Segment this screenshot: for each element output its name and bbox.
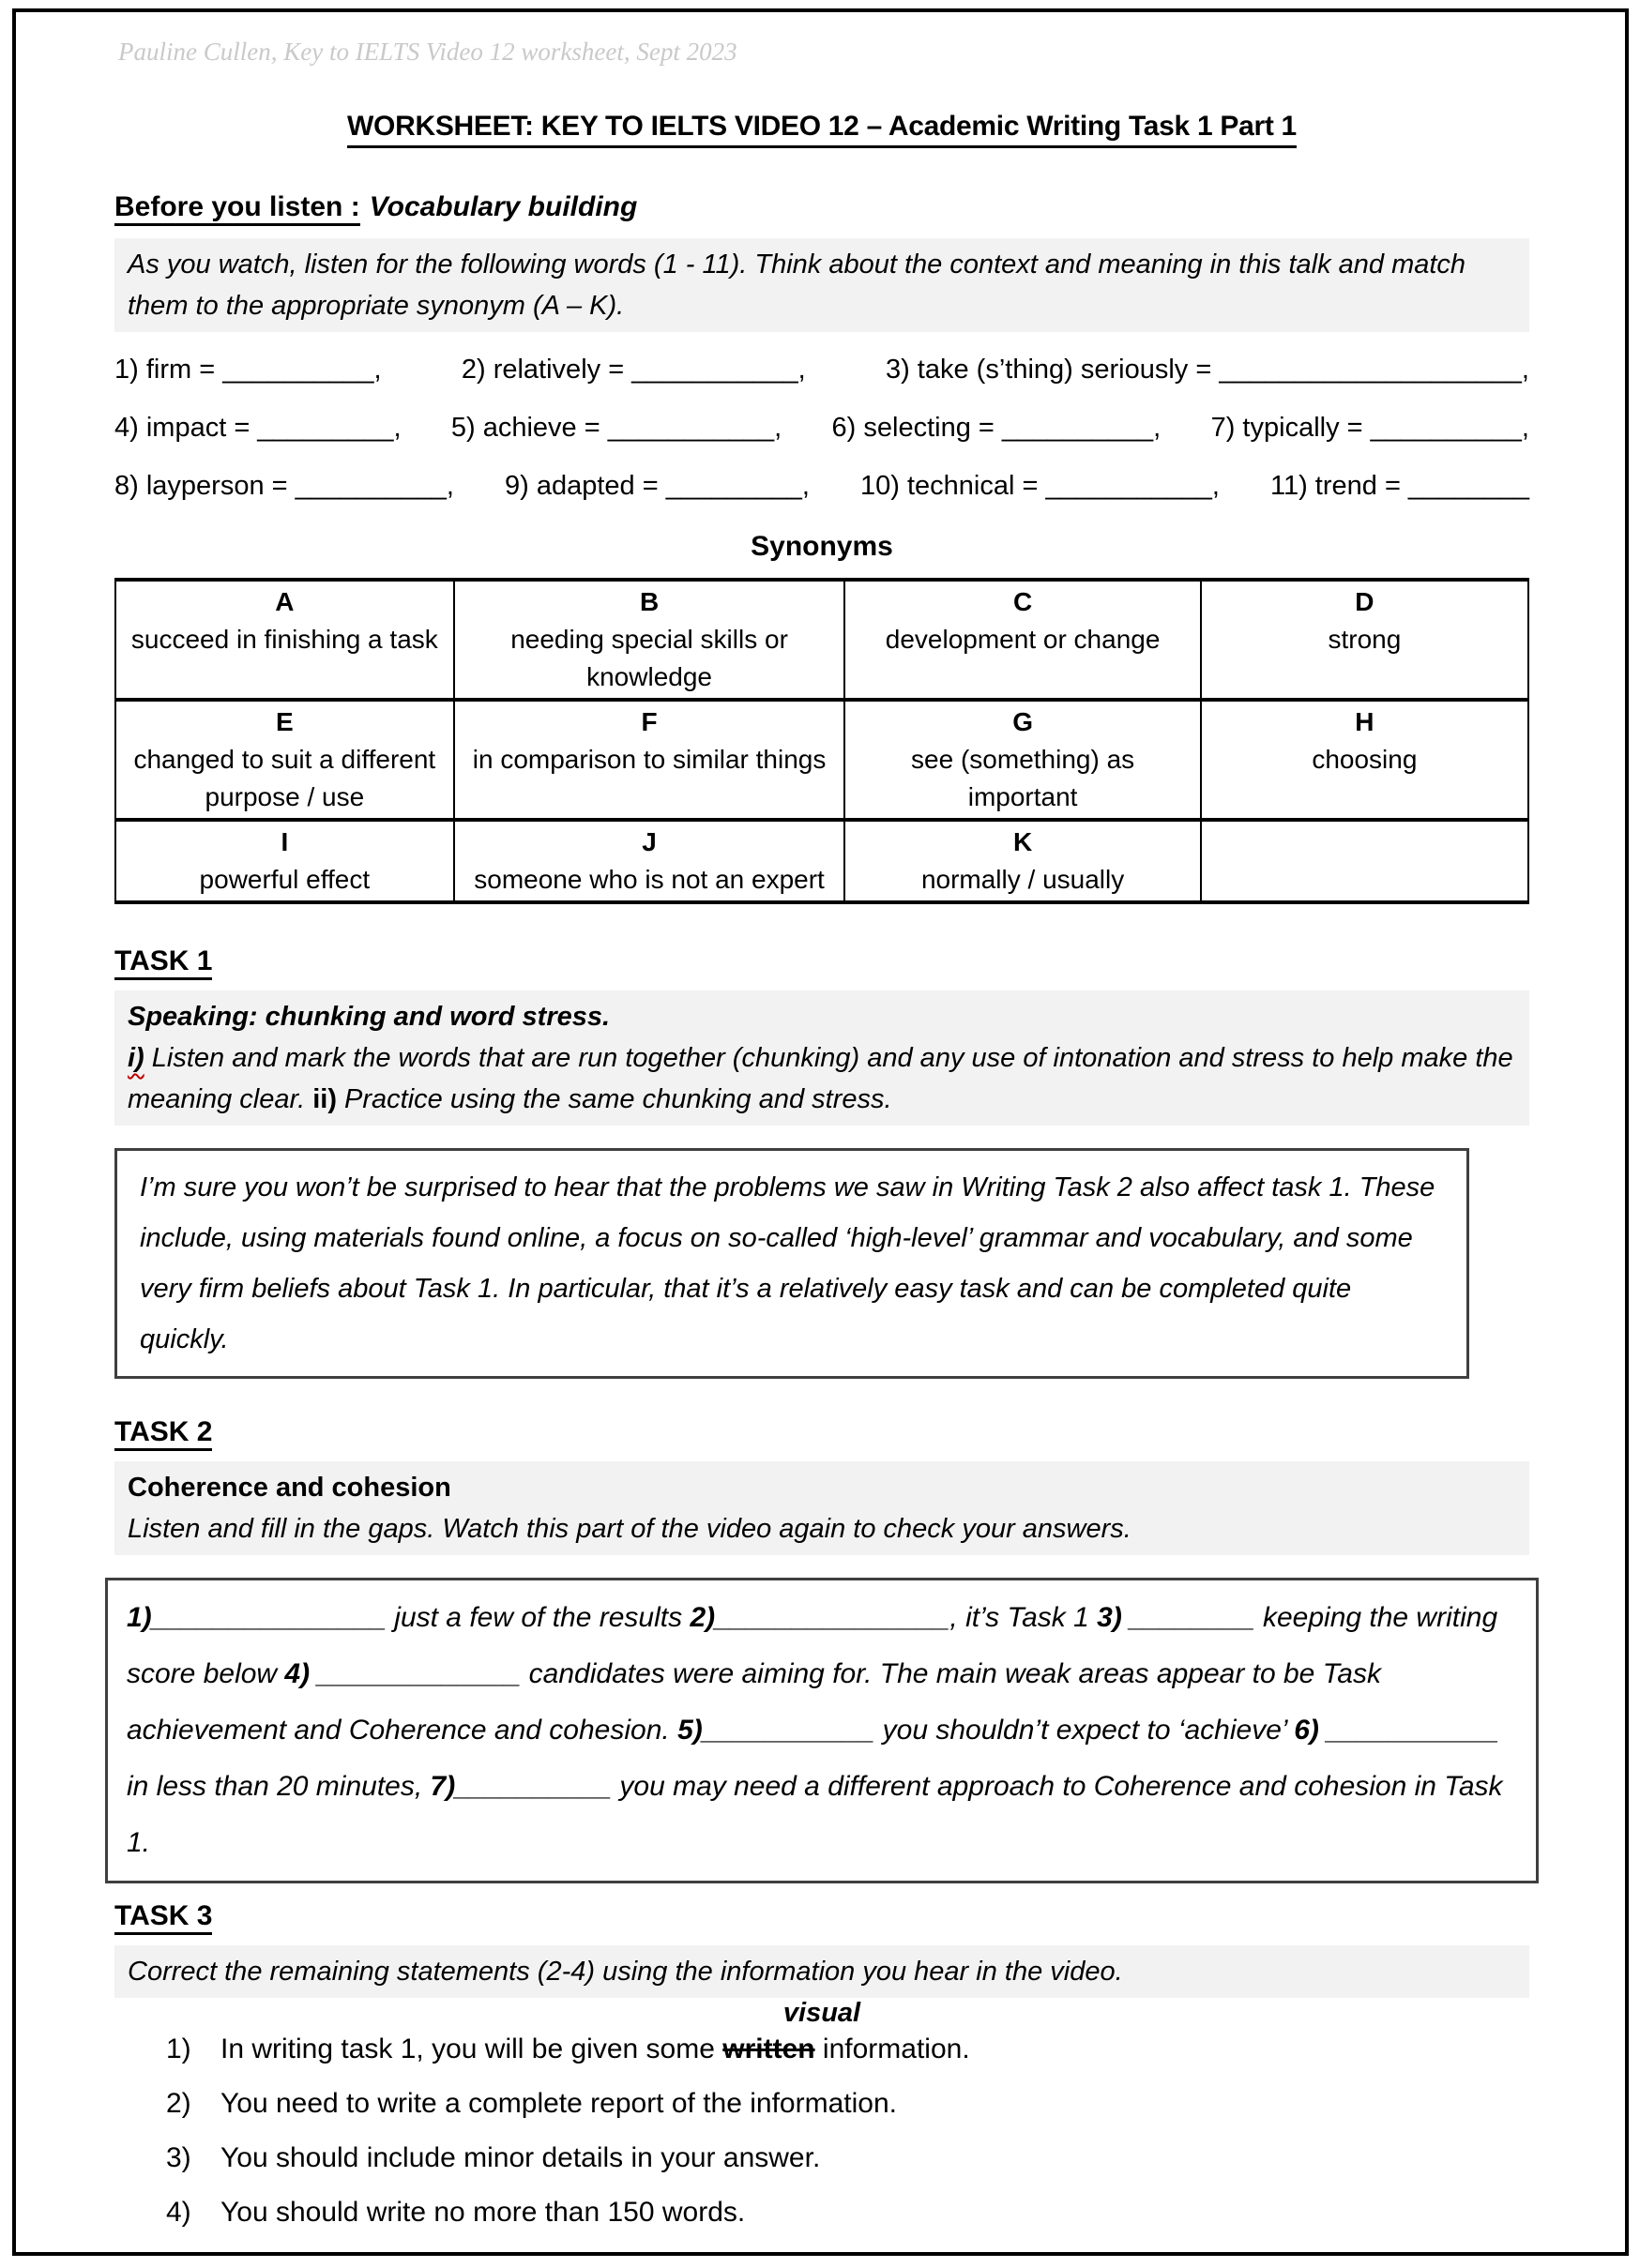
task1-quote-box: I’m sure you won’t be surprised to hear that the problems we saw in Writing Task 2 also affect task 1. These include, using materials found online, a focus on so-called ‘high-level’ grammar and vocabulary, and some very firm beliefs about Task 1. In particular, that it’s a relatively easy task and can be completed quite quickly. (114, 1148, 1469, 1379)
instruction-i-text: Listen and mark the words that are run together (chunking) and any use of intonation and stress to help make the meaning clear. (128, 1043, 1513, 1114)
statement-4-text: You should write no more than 150 words. (220, 2197, 746, 2228)
statement-3-text: You should include minor details in your answer. (220, 2142, 821, 2173)
vocab-item-selecting: 6) selecting = __________, (831, 413, 1162, 443)
synonym-letter-h: H (1355, 707, 1374, 736)
synonym-cell-d (1201, 580, 1528, 700)
synonyms-table (114, 578, 1529, 904)
before-you-listen-heading (114, 191, 1529, 231)
synonym-text-k: normally / usually (920, 865, 1125, 894)
statement-row-3 (166, 2142, 1529, 2178)
synonyms-row-3 (115, 820, 1528, 902)
vocabulary-instruction: As you watch, listen for the following words (1 - 11). Think about the context and meaning in this talk and match them to the appropriate synonym (A – K). (114, 238, 1529, 332)
synonym-cell-k (844, 820, 1200, 902)
synonym-letter-g: G (1012, 707, 1033, 736)
statement-2-number: 2) (166, 2088, 191, 2119)
task1-subheading: Speaking: chunking and word stress. (128, 1002, 611, 1032)
gap-number-5: 5) (677, 1715, 703, 1746)
instruction-i-label: i) (128, 1043, 144, 1073)
gap-number-4: 4) (284, 1658, 311, 1689)
synonym-letter-b: B (639, 587, 660, 616)
task2-instruction-box (114, 1461, 1529, 1555)
gap-number-3: 3) (1097, 1602, 1122, 1633)
gap-number-6: 6) (1294, 1715, 1319, 1746)
task1-instruction-box (114, 990, 1529, 1126)
synonym-cell-g (844, 700, 1200, 820)
synonym-cell-c (844, 580, 1200, 700)
vocab-item-trend: 11) trend = ________ (1269, 471, 1529, 501)
synonym-cell-b (454, 580, 845, 700)
synonym-text-j: someone who is not an expert (474, 865, 825, 894)
statement-row-1 (166, 2034, 1529, 2069)
gap-fill-paragraph (127, 1590, 1517, 1871)
task1-heading-row (114, 945, 1529, 983)
gap-segment-1: _______________ just a few of the results (151, 1602, 691, 1633)
synonym-text-h: choosing (1312, 745, 1418, 774)
statement-1-post: information. (814, 2034, 970, 2064)
statement-3-number: 3) (166, 2142, 191, 2173)
page-content (0, 38, 1640, 2232)
statements-list (114, 2034, 1529, 2232)
gap-number-7: 7) (430, 1771, 456, 1802)
synonym-letter-a: A (275, 587, 295, 616)
synonym-letter-j: J (642, 827, 657, 856)
vocab-line-2 (114, 413, 1529, 446)
gap-number-2: 2) (690, 1602, 716, 1633)
task2-gap-fill-box (105, 1578, 1539, 1883)
synonym-text-c: development or change (885, 625, 1161, 654)
watermark: Pauline Cullen, Key to IELTS Video 12 worksheet, Sept 2023 (118, 38, 737, 66)
synonym-cell-i (115, 820, 454, 902)
gap-segment-7: __________ you may need a different approach to Coherence and cohesion in Task 1. (127, 1771, 1503, 1858)
task2-instruction: Listen and fill in the gaps. Watch this part of the video again to check your answers. (128, 1514, 1131, 1544)
synonyms-title: Synonyms (751, 531, 893, 562)
synonym-text-a: succeed in finishing a task (130, 625, 438, 654)
statement-1-number: 1) (166, 2034, 191, 2064)
vocab-item-impact: 4) impact = _________, (114, 413, 402, 443)
task1-instructions (128, 1037, 1516, 1120)
synonym-letter-c: C (1012, 587, 1033, 616)
vocab-item-relatively: 2) relatively = ___________, (461, 355, 806, 385)
statement-row-4 (166, 2197, 1529, 2232)
vocab-line-3 (114, 471, 1529, 505)
instruction-ii-text: Practice using the same chunking and stress. (336, 1084, 892, 1114)
synonym-letter-f: F (641, 707, 658, 736)
struck-word-written: written (722, 2034, 815, 2064)
title-row (114, 111, 1529, 148)
synonym-letter-k: K (1012, 827, 1033, 856)
task3-instruction: Correct the remaining statements (2-4) using the information you hear in the video. (114, 1945, 1529, 1998)
synonym-cell-e (115, 700, 454, 820)
gap-segment-6: ___________ in less than 20 minutes, (127, 1715, 1499, 1802)
synonym-letter-d: D (1355, 587, 1374, 616)
vocab-item-firm: 1) firm = __________, (114, 355, 382, 385)
synonym-text-b: needing special skills or knowledge (510, 625, 788, 691)
vocab-item-adapted: 9) adapted = _________, (505, 471, 810, 501)
synonym-cell-empty (1201, 820, 1528, 902)
gap-segment-4: _____________ candidates were aiming for. The main weak areas appear to be Task achievement and Coherence and cohesion. (127, 1658, 1381, 1746)
vocabulary-building-label: Vocabulary building (369, 191, 638, 222)
synonym-cell-h (1201, 700, 1528, 820)
synonym-cell-f (454, 700, 845, 820)
vocab-item-take-seriously: 3) take (s’thing) seriously = ____________________, (885, 355, 1529, 385)
task1-heading: TASK 1 (114, 945, 212, 980)
synonym-text-i: powerful effect (199, 865, 371, 894)
instruction-ii-label: ii) (312, 1084, 337, 1114)
synonym-text-e: changed to suit a different purpose / use (133, 745, 436, 811)
page-title: WORKSHEET: KEY TO IELTS VIDEO 12 – Academic Writing Task 1 Part 1 (347, 111, 1297, 148)
synonym-letter-e: E (276, 707, 294, 736)
vocab-item-typically: 7) typically = __________, (1210, 413, 1529, 443)
gap-segment-2: _______________, it’s Task 1 (715, 1602, 1098, 1633)
gap-segment-5: ___________ you shouldn’t expect to ‘achieve’ (702, 1715, 1295, 1746)
vocab-item-technical: 10) technical = ___________, (859, 471, 1220, 501)
vocab-item-achieve: 5) achieve = ___________, (450, 413, 782, 443)
correction-word: visual (782, 1998, 861, 2028)
statement-1-text (220, 2034, 970, 2069)
task3-heading: TASK 3 (114, 1900, 212, 1935)
synonym-cell-j (454, 820, 845, 902)
gap-number-1: 1) (127, 1602, 152, 1633)
task2-heading: TASK 2 (114, 1416, 212, 1451)
vocab-item-layperson: 8) layperson = __________, (114, 471, 454, 501)
statement-1-pre: In writing task 1, you will be given some (220, 2034, 723, 2064)
gap-segment-3: ________ keeping the writing score below (127, 1602, 1498, 1689)
statement-4-number: 4) (166, 2197, 191, 2228)
before-you-listen-label: Before you listen : (114, 191, 360, 226)
task2-subheading: Coherence and cohesion (128, 1473, 451, 1503)
statement-row-2 (166, 2088, 1529, 2124)
synonym-letter-i: I (281, 827, 289, 856)
synonym-text-f: in comparison to similar things (472, 745, 827, 774)
statement-2-text: You need to write a complete report of the information. (220, 2088, 897, 2119)
synonym-cell-a (115, 580, 454, 700)
synonyms-row-1 (115, 580, 1528, 700)
synonyms-row-2 (115, 700, 1528, 820)
synonym-text-d: strong (1328, 625, 1402, 654)
task3-heading-row (114, 1900, 1529, 1938)
vocab-line-1 (114, 355, 1529, 388)
synonym-text-g: see (something) as important (911, 745, 1135, 811)
task2-heading-row (114, 1416, 1529, 1454)
